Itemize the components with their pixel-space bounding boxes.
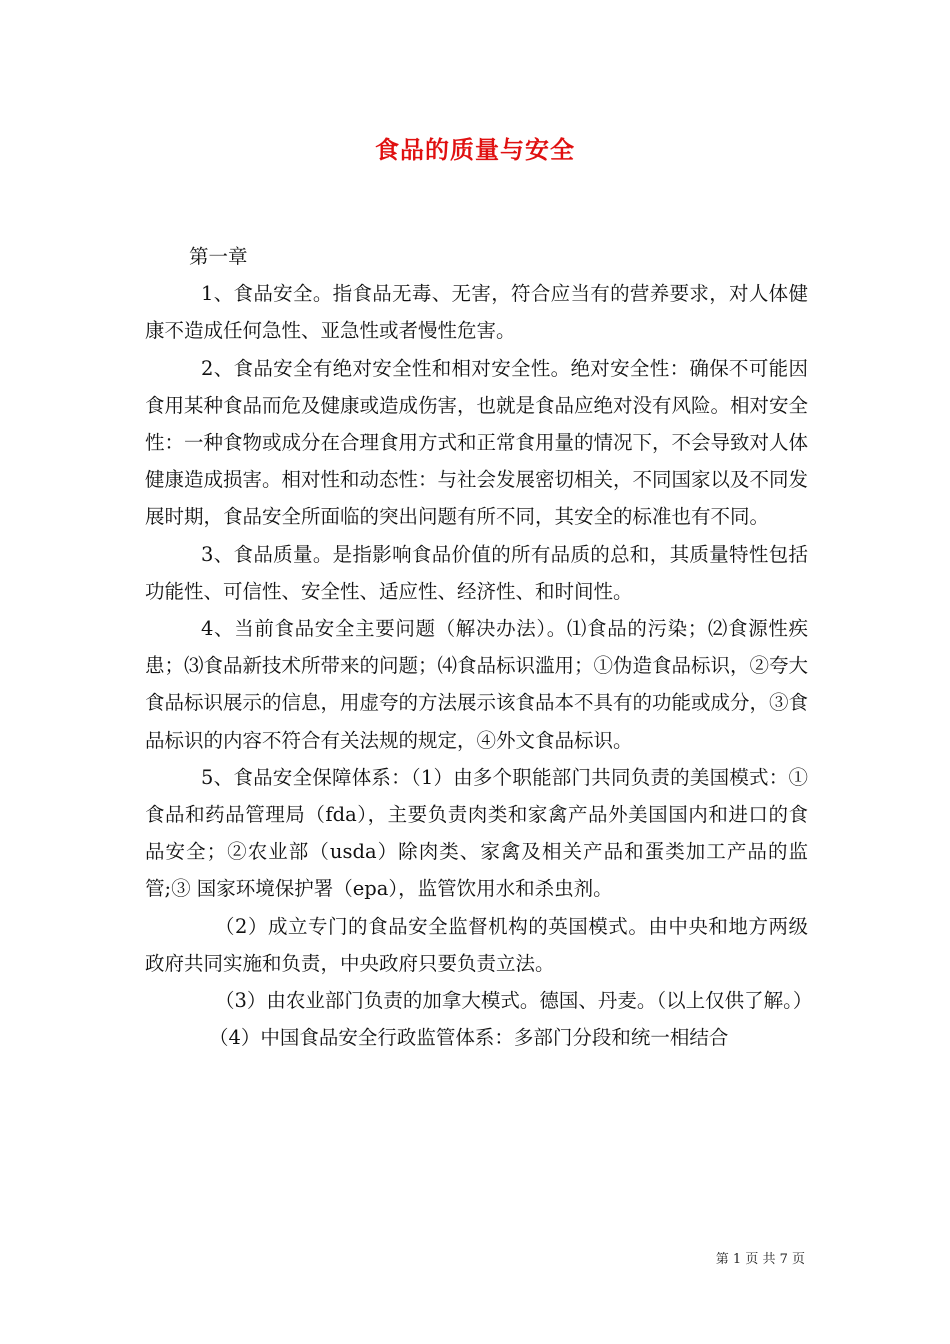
paragraph-5: 5、食品安全保障体系：（1）由多个职能部门共同负责的美国模式：①食品和药品管理局（fda），主要负责肉类和家禽产品外美国国内和进口的食品安全；②农业部（usda）除肉类、家禽及相关产品和蛋类加工产品的监管;③ 国家环境保护署（epa），监管饮用水和杀虫剂。 bbox=[145, 765, 808, 901]
paragraph-4: 4、当前食品安全主要问题（解决办法）。⑴食品的污染；⑵食源性疾患；⑶食品新技术所带来的问题；⑷食品标识滥用；①伪造食品标识，②夸大食品标识展示的信息，用虚夸的方法展示该食品本不具有的功能或成分，③食品标识的内容不符合有关法规的规定，④外文食品标识。 bbox=[145, 617, 809, 752]
document-title: 食品的质量与安全 bbox=[375, 136, 575, 164]
paragraph-1: 1、食品安全。指食品无毒、无害，符合应当有的营养要求，对人体健康不造成任何急性、亚急性或者慢性危害。 bbox=[145, 282, 808, 343]
chapter-heading: 第一章 bbox=[189, 245, 248, 268]
page-number-footer: 第 1 页 共 7 页 bbox=[715, 1252, 805, 1267]
paragraph-6: （2）成立专门的食品安全监督机构的英国模式。由中央和地方两级政府共同实施和负责，中央政府只要负责立法。 bbox=[145, 914, 808, 975]
paragraph-3: 3、食品质量。是指影响食品价值的所有品质的总和，其质量特性包括功能性、可信性、安全性、适应性、经济性、和时间性。 bbox=[145, 542, 808, 603]
document-body bbox=[145, 238, 813, 1056]
paragraph-7: （3）由农业部门负责的加拿大模式。德国、丹麦。（以上仅供了解。） bbox=[215, 989, 813, 1013]
paragraph-2: 2、食品安全有绝对安全性和相对安全性。绝对安全性：确保不可能因食用某种食品而危及健康或造成伤害，也就是食品应绝对没有风险。相对安全性：一种食物或成分在合理食用方式和正常食用量的情况下，不会导致对人体健康造成损害。相对性和动态性：与社会发展密切相关，不同国家以及不同发展时期，食品安全所面临的突出问题有所不同，其安全的标准也有不同。 bbox=[145, 356, 809, 529]
paragraph-8: （4）中国食品安全行政监管体系：多部门分段和统一相结合 bbox=[209, 1026, 729, 1050]
